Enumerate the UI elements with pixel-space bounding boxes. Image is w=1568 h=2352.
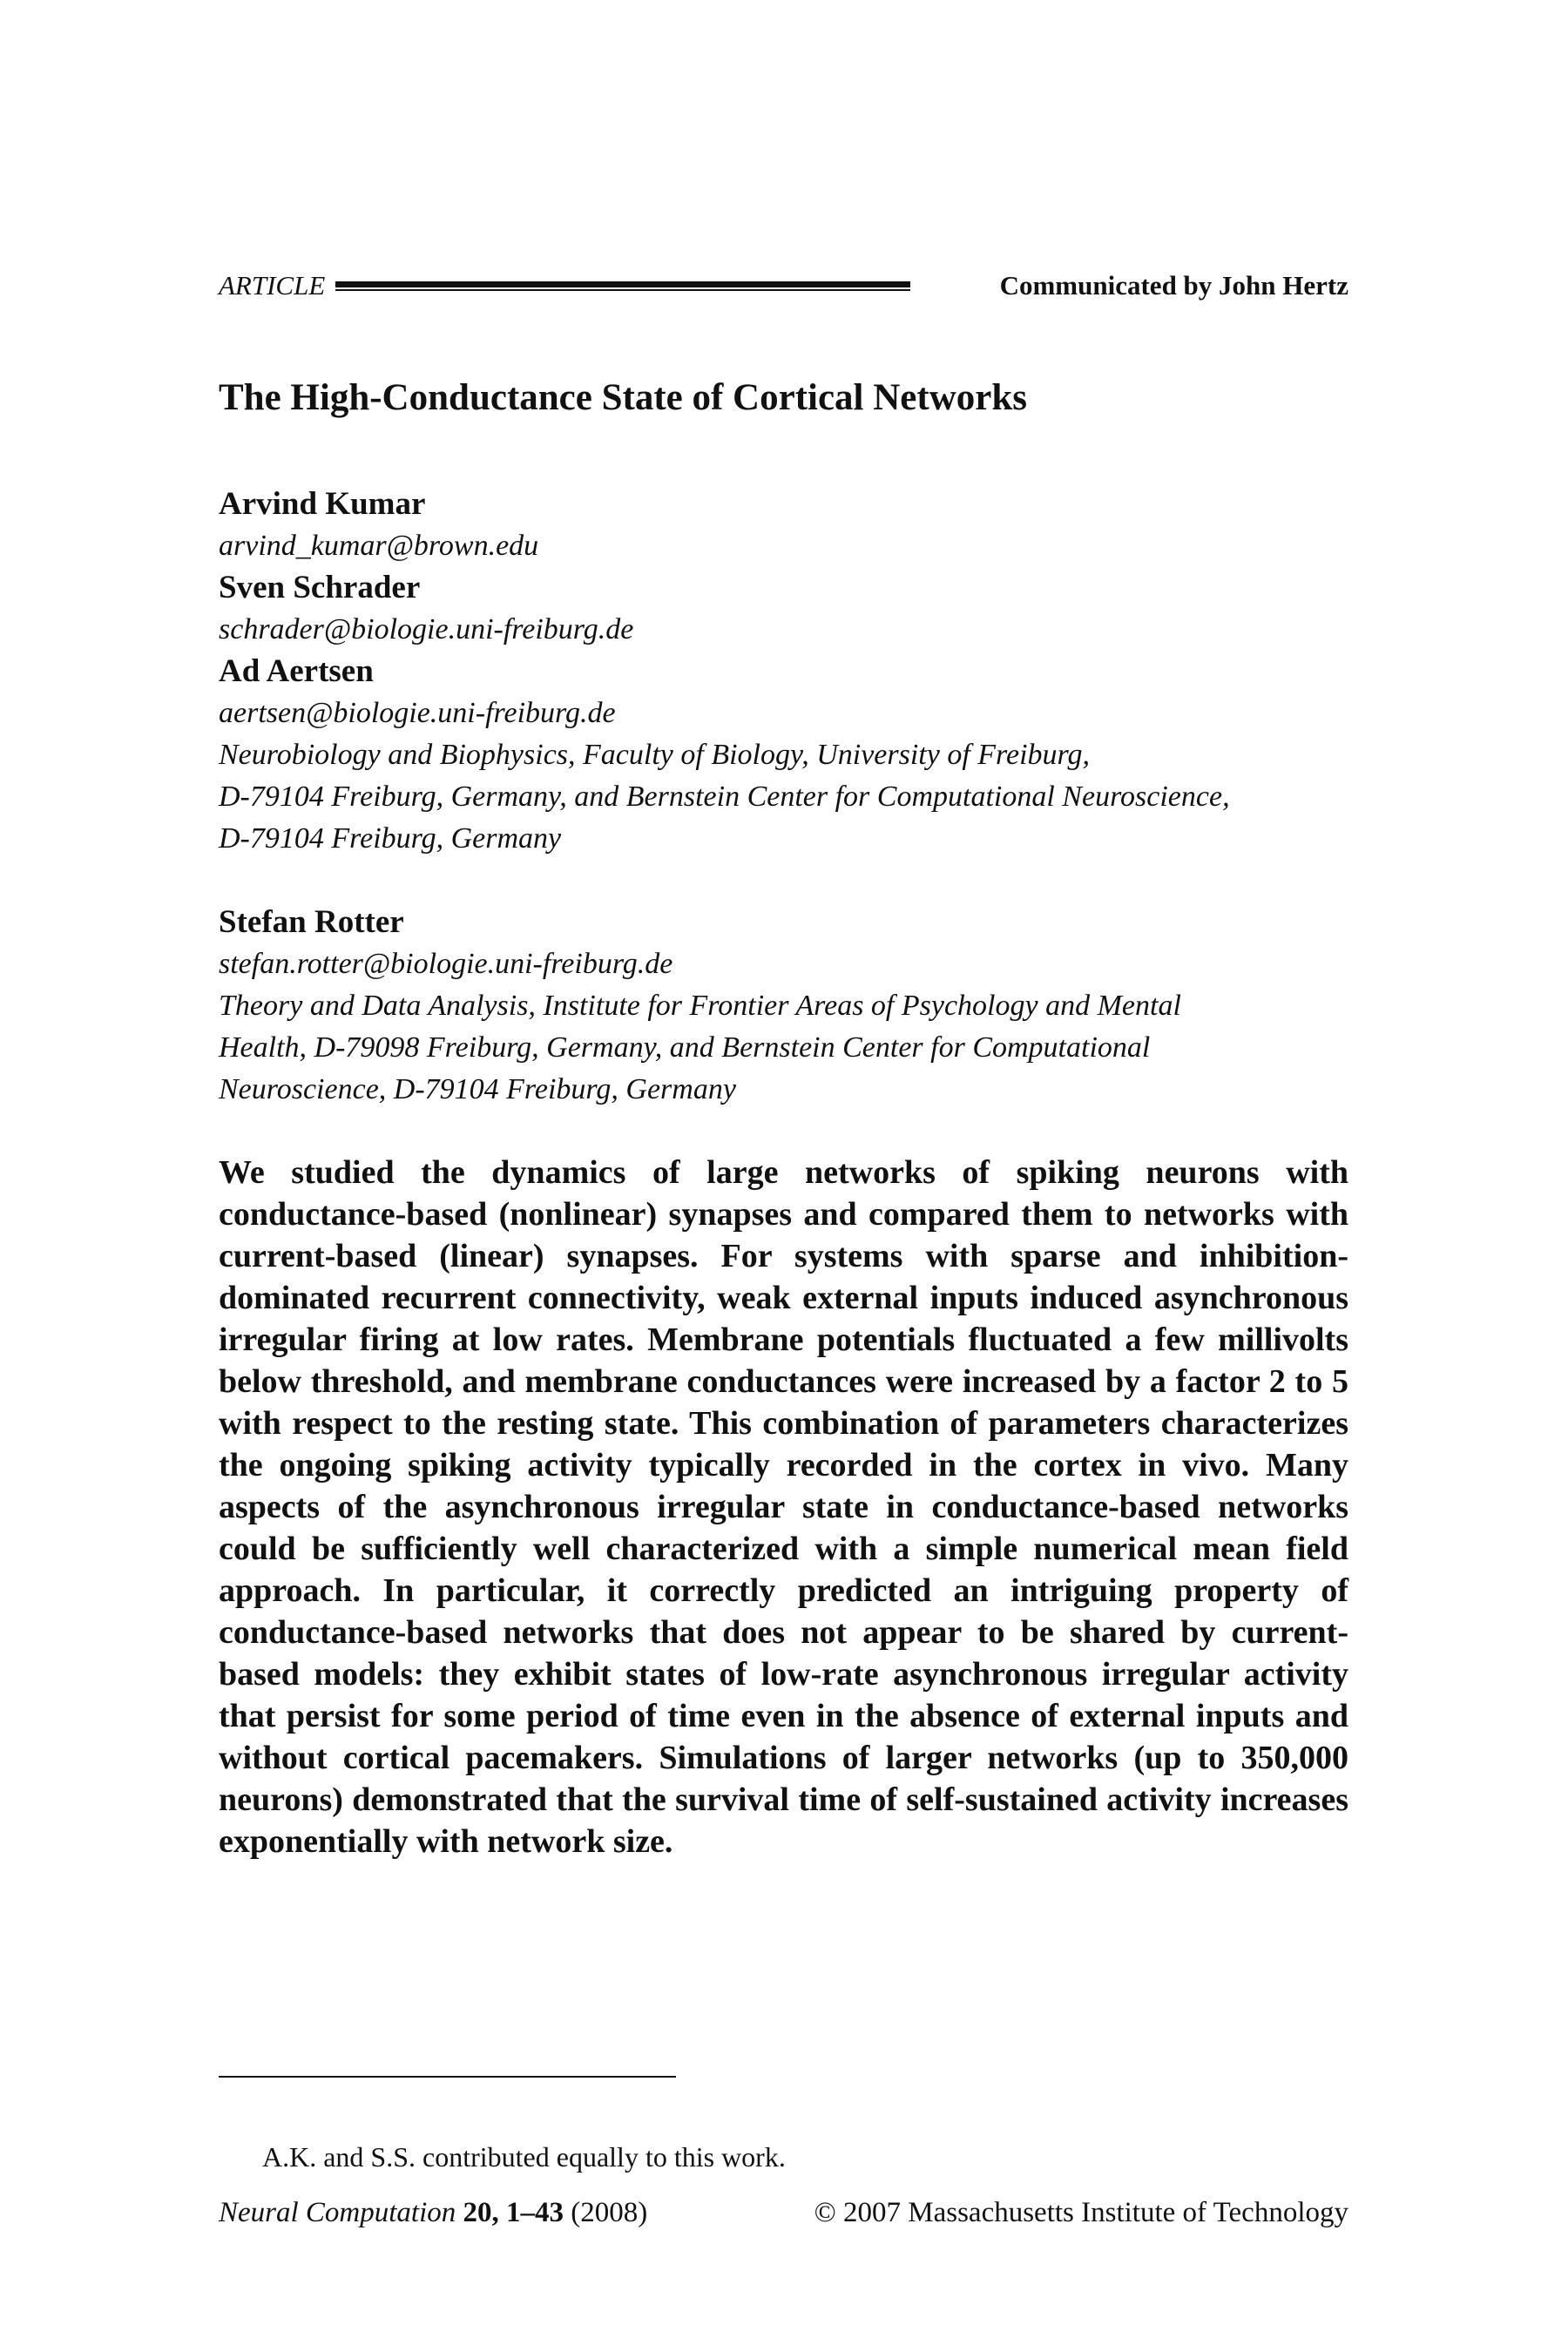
journal-year: (2008) [571,2197,648,2228]
footnote-rule [219,2076,676,2078]
author-group-1 [219,483,1348,860]
author-email[interactable]: aertsen@biologie.uni-freiburg.de [219,697,616,729]
author-name: Ad Aertsen [219,653,374,689]
journal-name: Neural Computation [219,2197,456,2228]
author-email[interactable]: schrader@biologie.uni-freiburg.de [219,613,634,645]
communicated-by: Communicated by John Hertz [999,270,1348,301]
affiliation-line: Theory and Data Analysis, Institute for Frontier Areas of Psychology and Mental [219,990,1181,1022]
header-rule [335,280,910,292]
journal-footer [219,2197,1348,2229]
author-name: Arvind Kumar [219,486,426,522]
journal-volume-pages: 20, 1–43 [463,2197,564,2228]
article-page [219,0,1348,2352]
copyright: © 2007 Massachusetts Institute of Technology [814,2197,1348,2228]
affiliation-line: Neuroscience, D-79104 Freiburg, Germany [219,1073,736,1105]
author-name: Stefan Rotter [219,904,404,940]
affiliation-line: D-79104 Freiburg, Germany [219,822,562,855]
author-email[interactable]: stefan.rotter@biologie.uni-freiburg.de [219,948,673,980]
author-name: Sven Schrader [219,570,421,605]
affiliation-line: D-79104 Freiburg, Germany, and Bernstein Center for Computational Neuroscience, [219,781,1230,813]
author-group-2 [219,902,1348,1111]
abstract: We studied the dynamics of large networks of spiking neurons with conductance-based (nonlinear) synapses and compared them to networks with current-based (linear) synapses. For systems with sparse and inhibition-dominated recurrent connectivity, weak external inputs induced asynchronous irregular firing at low rates. Membrane potentials fluctuated a few millivolts below threshold, and membrane conductances were increased by a factor 2 to 5 with respect to the resting state. This combination of parameters characterizes the ongoing spiking activity typically recorded in the cortex in vivo. Many aspects of the asynchronous irregular state in conductance-based networks could be sufficiently well characterized with a simple numerical mean field approach. In particular, it correctly predicted an intriguing property of conductance-based networks that does not appear to be shared by current-based models: they exhibit states of low-rate asynchronous irregular activity that persist for some period of time even in the absence of external inputs and without cortical pacemakers. Simulations of larger networks (up to 350,000 neurons) demonstrated that the survival time of self-sustained activity increases exponentially with network size. [219,1154,1348,1860]
author-email[interactable]: arvind_kumar@brown.edu [219,530,539,562]
article-type-label: ARTICLE [219,270,326,301]
affiliation-line: Health, D-79098 Freiburg, Germany, and Bernstein Center for Computational [219,1031,1151,1064]
article-title: The High-Conductance State of Cortical Networks [219,377,1027,418]
footnote: A.K. and S.S. contributed equally to this work. [262,2141,786,2173]
journal-citation [219,2197,647,2229]
affiliation-line: Neurobiology and Biophysics, Faculty of Biology, University of Freiburg, [219,739,1091,771]
article-header [219,266,1348,306]
